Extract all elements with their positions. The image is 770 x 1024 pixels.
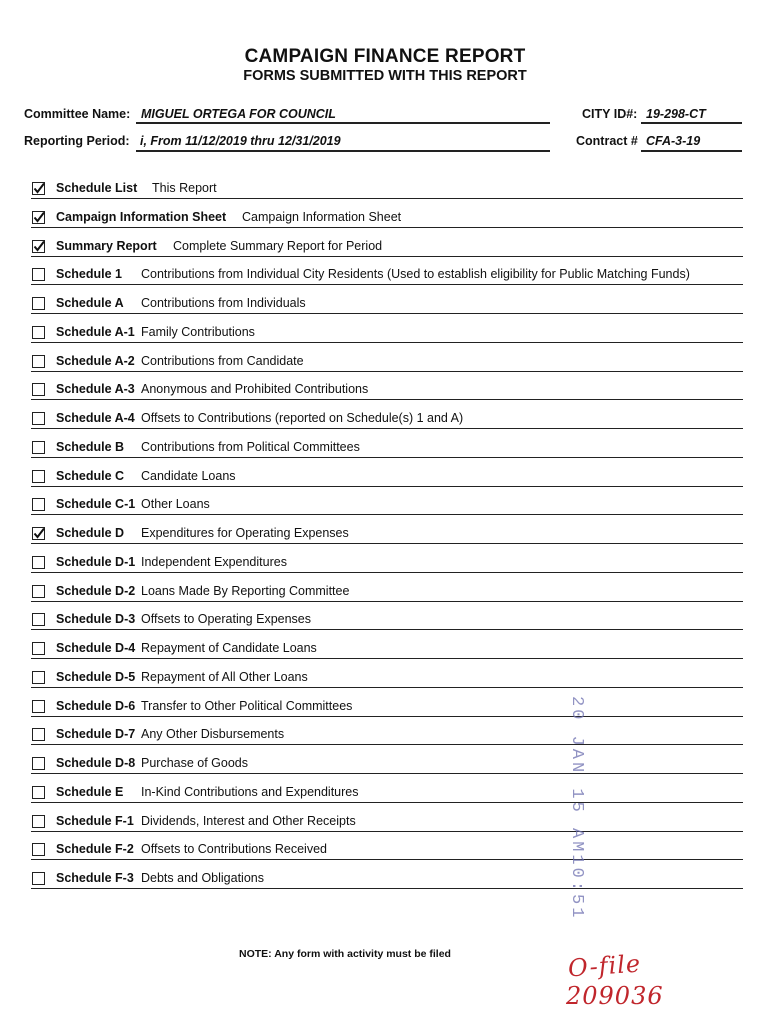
schedule-description: Anonymous and Prohibited Contributions — [141, 382, 369, 397]
schedule-name: Schedule C-1 — [56, 497, 136, 512]
schedule-row — [0, 412, 770, 441]
schedule-name: Schedule D-3 — [56, 612, 136, 627]
schedule-row-rule — [31, 342, 743, 343]
committee-name-label: Committee Name: — [24, 107, 131, 121]
city-id-underline — [641, 122, 742, 124]
schedule-row — [0, 355, 770, 384]
schedule-row — [0, 843, 770, 872]
schedule-name: Schedule F-3 — [56, 871, 134, 885]
schedule-row — [0, 211, 770, 240]
schedule-name: Schedule D-4 — [56, 641, 136, 655]
schedule-checkbox[interactable] — [32, 556, 45, 569]
schedule-name: Schedule A — [56, 296, 124, 310]
schedule-row — [0, 671, 770, 700]
schedule-row — [0, 326, 770, 355]
schedule-description: Contributions from Individuals — [141, 296, 306, 310]
schedule-checkbox[interactable] — [32, 872, 45, 885]
schedule-row-rule — [31, 457, 743, 458]
schedule-row — [0, 268, 770, 297]
reporting-period-underline — [136, 150, 550, 152]
schedule-checkbox[interactable] — [32, 728, 45, 741]
schedule-checkbox[interactable] — [32, 815, 45, 828]
schedule-name: Campaign Information Sheet — [56, 209, 227, 224]
schedule-checkbox[interactable] — [32, 671, 45, 684]
schedule-description: Independent Expenditures — [141, 554, 287, 569]
schedule-row-rule — [31, 802, 743, 803]
schedule-description: Dividends, Interest and Other Receipts — [141, 813, 356, 828]
schedule-row-rule — [31, 601, 743, 602]
handwritten-file-note: O-file — [567, 949, 642, 983]
report-subtitle: FORMS SUBMITTED WITH THIS REPORT — [243, 68, 527, 84]
schedule-checkbox[interactable] — [32, 786, 45, 799]
schedule-name: Schedule B — [56, 439, 125, 454]
schedule-name: Schedule A-1 — [56, 324, 135, 339]
schedule-description: Debts and Obligations — [141, 871, 264, 885]
checkmark-icon — [32, 210, 46, 224]
schedule-checkbox[interactable] — [32, 326, 45, 339]
schedule-checkbox[interactable] — [32, 240, 45, 253]
schedule-description: Expenditures for Operating Expenses — [141, 526, 349, 540]
schedule-row — [0, 786, 770, 815]
schedule-checkbox[interactable] — [32, 498, 45, 511]
schedule-row-rule — [31, 371, 743, 372]
schedule-row — [0, 872, 770, 901]
schedule-description: Repayment of Candidate Loans — [141, 641, 317, 655]
schedule-checkbox[interactable] — [32, 268, 45, 281]
report-title: CAMPAIGN FINANCE REPORT — [244, 46, 526, 67]
schedule-row — [0, 815, 770, 844]
schedule-row-rule — [31, 514, 743, 515]
schedule-name: Schedule A-3 — [56, 382, 135, 397]
reporting-period-value: i, From 11/12/2019 thru 12/31/2019 — [140, 134, 341, 148]
schedule-row-rule — [31, 399, 743, 400]
handwritten-file-number: 209036 — [566, 982, 664, 1010]
schedule-name: Schedule D-7 — [56, 727, 136, 742]
received-stamp-text: 20 JAN 15 AM10:51 — [567, 696, 586, 921]
schedule-name: Schedule F-2 — [56, 842, 134, 857]
schedule-row-rule — [31, 256, 743, 257]
schedule-row — [0, 613, 770, 642]
schedule-row-rule — [31, 687, 743, 688]
schedule-checkbox[interactable] — [32, 182, 45, 195]
schedule-description: Loans Made By Reporting Committee — [141, 583, 350, 598]
received-stamp — [546, 696, 586, 921]
schedule-row-rule — [31, 486, 743, 487]
schedule-checkbox[interactable] — [32, 441, 45, 454]
schedule-row — [0, 182, 770, 211]
schedule-checkbox[interactable] — [32, 383, 45, 396]
schedule-row — [0, 470, 770, 499]
schedule-row — [0, 527, 770, 556]
schedule-row — [0, 498, 770, 527]
schedule-description: Offsets to Contributions (reported on Schedule(s) 1 and A) — [141, 411, 464, 425]
schedule-row-rule — [31, 572, 743, 573]
schedule-name: Schedule D-6 — [56, 698, 136, 713]
schedule-row-rule — [31, 629, 743, 630]
schedule-row — [0, 297, 770, 326]
schedule-checkbox[interactable] — [32, 843, 45, 856]
schedule-checkbox[interactable] — [32, 700, 45, 713]
schedule-checkbox[interactable] — [32, 355, 45, 368]
schedule-checkbox[interactable] — [32, 527, 45, 540]
schedule-checkbox[interactable] — [32, 211, 45, 224]
schedule-row — [0, 240, 770, 269]
schedule-row — [0, 757, 770, 786]
contract-value: CFA-3-19 — [646, 134, 701, 148]
contract-label: Contract # — [576, 134, 638, 148]
schedule-name: Schedule D-2 — [56, 583, 136, 598]
schedule-description: Contributions from Individual City Residents (Used to establish eligibility for Public Matching Funds) — [141, 267, 690, 282]
schedule-row — [0, 642, 770, 671]
schedule-row-rule — [31, 773, 743, 774]
city-id-label: CITY ID#: — [582, 107, 638, 121]
schedule-row — [0, 700, 770, 729]
schedule-row-rule — [31, 284, 743, 285]
city-id-value: 19-298-CT — [646, 107, 706, 121]
schedule-name: Schedule E — [56, 784, 124, 799]
schedule-description: Contributions from Political Committees — [141, 439, 360, 454]
schedule-row-rule — [31, 198, 743, 199]
checkmark-icon — [32, 526, 46, 540]
schedule-name: Summary Report — [56, 238, 157, 253]
schedule-row — [0, 556, 770, 585]
schedule-description: Other Loans — [141, 497, 210, 512]
schedule-description: Campaign Information Sheet — [242, 209, 402, 224]
contract-underline — [641, 150, 742, 152]
schedule-row — [0, 728, 770, 757]
schedule-row — [0, 383, 770, 412]
schedule-checkbox[interactable] — [32, 470, 45, 483]
schedule-checkbox[interactable] — [32, 412, 45, 425]
schedule-name: Schedule F-1 — [56, 813, 134, 828]
filing-note: NOTE: Any form with activity must be filed — [239, 948, 451, 960]
schedule-description: Contributions from Candidate — [141, 353, 304, 368]
schedule-row — [0, 585, 770, 614]
schedule-name: Schedule List — [56, 181, 138, 195]
schedule-name: Schedule 1 — [56, 267, 122, 282]
schedule-description: Candidate Loans — [141, 468, 236, 483]
checkmark-icon — [32, 181, 46, 195]
schedule-description: Complete Summary Report for Period — [173, 238, 383, 253]
schedule-name: Schedule D — [56, 526, 125, 540]
schedule-description: Transfer to Other Political Committees — [141, 698, 353, 713]
schedule-row-rule — [31, 716, 743, 717]
schedule-checkbox[interactable] — [32, 297, 45, 310]
schedule-description: Repayment of All Other Loans — [141, 669, 308, 684]
schedule-name: Schedule A-4 — [56, 411, 135, 425]
schedule-description: Offsets to Contributions Received — [141, 842, 327, 857]
schedule-checkbox[interactable] — [32, 757, 45, 770]
schedule-name: Schedule C — [56, 468, 125, 483]
schedule-row-rule — [31, 428, 743, 429]
schedule-row-rule — [31, 744, 743, 745]
schedule-checkbox[interactable] — [32, 613, 45, 626]
schedule-row-rule — [31, 543, 743, 544]
schedule-description: Any Other Disbursements — [141, 727, 285, 742]
schedule-description: Offsets to Operating Expenses — [141, 612, 312, 627]
schedule-name: Schedule D-1 — [56, 554, 136, 569]
schedule-name: Schedule D-8 — [56, 756, 136, 770]
schedule-checkbox[interactable] — [32, 642, 45, 655]
reporting-period-label: Reporting Period: — [24, 134, 130, 148]
schedule-row-rule — [31, 831, 743, 832]
schedule-description: In-Kind Contributions and Expenditures — [141, 784, 359, 799]
schedule-name: Schedule A-2 — [56, 353, 135, 368]
schedule-checkbox[interactable] — [32, 585, 45, 598]
schedule-row-rule — [31, 859, 743, 860]
schedule-description: This Report — [152, 181, 217, 195]
schedule-row-rule — [31, 658, 743, 659]
schedule-row-rule — [31, 888, 743, 889]
schedule-row — [0, 441, 770, 470]
schedule-row-rule — [31, 313, 743, 314]
committee-name-underline — [136, 122, 550, 124]
schedule-name: Schedule D-5 — [56, 669, 136, 684]
checkmark-icon — [32, 239, 46, 253]
schedule-description: Purchase of Goods — [141, 756, 249, 770]
schedule-description: Family Contributions — [141, 324, 255, 339]
committee-name-value: MIGUEL ORTEGA FOR COUNCIL — [141, 107, 336, 121]
schedule-row-rule — [31, 227, 743, 228]
